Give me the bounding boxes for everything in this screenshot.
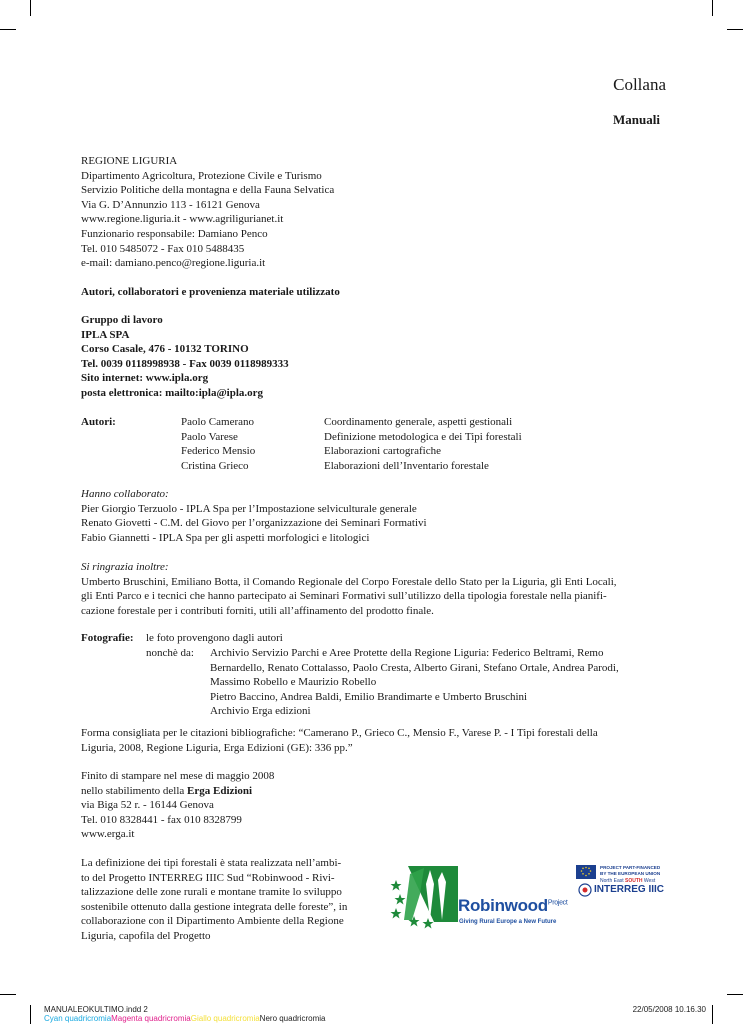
crop-mark [712, 1005, 713, 1024]
collaborato-line: Fabio Giannetti - IPLA Spa per gli aspetti morfologici e litologici [81, 531, 370, 544]
interreg-line: La definizione dei tipi forestali è stata realizzata nell’ambi- [81, 857, 342, 869]
autore-role: Coordinamento generale, aspetti gestionali [324, 416, 513, 428]
ringrazia-line: gli Enti Parco e i tecnici che hanno partecipato ai Seminari Formativi sull’utilizzo della tipologia forestale nella pianifi- [81, 590, 607, 603]
crop-mark [30, 0, 31, 16]
regione-line: Funzionario responsabile: Damiano Penco [81, 227, 268, 240]
regione-line: www.regione.liguria.it - www.agriligurianet.it [81, 213, 284, 226]
slug-datetime: 22/05/2008 10.16.30 [632, 1005, 706, 1014]
stampa-prefix: nello stabilimento della [81, 784, 188, 797]
eu-line: PROJECT PART-FINANCED [600, 865, 661, 870]
interreg-line: collaborazione con il Dipartimento Ambiente della Regione [81, 915, 344, 928]
autori-names [181, 415, 255, 473]
slug-colors [44, 1014, 325, 1024]
autore-role: Definizione metodologica e dei Tipi forestali [324, 430, 522, 443]
robinwood-word: Robinwood [458, 896, 548, 915]
regione-line: REGIONE LIGURIA [81, 155, 178, 167]
fotografie-line: Pietro Baccino, Andrea Baldi, Emilio Brandimarte e Umberto Bruschini [210, 690, 528, 703]
interreg-logo [574, 863, 694, 899]
regione-block [81, 154, 334, 271]
stampa-line: www.erga.it [81, 828, 135, 841]
autore-name: Cristina Grieco [181, 459, 249, 472]
regione-line: Via G. D’Annunzio 113 - 16121 Genova [81, 198, 260, 211]
collaborato-block [81, 487, 427, 545]
eu-flag-icon [576, 865, 596, 879]
eu-line: BY THE EUROPEAN UNION [600, 870, 661, 876]
autori-heading: Autori, collaboratori e provenienza materiale utilizzato [81, 286, 340, 298]
slug-black: Nero quadricromia [259, 1014, 326, 1023]
ringrazia-line: Umberto Bruschini, Emiliano Botta, il Comando Regionale del Corpo Forestale dello Stato per la Liguria, gli Enti Locali, [81, 575, 617, 588]
slug-file: MANUALEOKULTIMO.indd 2 [44, 1005, 148, 1014]
stampa-line: Tel. 010 8328441 - fax 010 8328799 [81, 813, 242, 826]
citazione-line: Liguria, 2008, Regione Liguria, Erga Edizioni (GE): 336 pp.” [81, 741, 353, 754]
fotografie-nonche-label: nonchè da: [146, 647, 194, 659]
gruppo-line: Corso Casale, 476 - 10132 TORINO [81, 343, 249, 356]
crop-mark [0, 994, 16, 995]
robinwood-wordmark [458, 896, 568, 916]
fotografie-line: Massimo Robello e Maurizio Robello [210, 676, 377, 689]
fotografie-line: Archivio Erga edizioni [210, 705, 311, 718]
gruppo-line: IPLA SPA [81, 328, 130, 341]
collaborato-line: Renato Giovetti - C.M. del Giovo per l’organizzazione dei Seminari Formativi [81, 517, 427, 530]
series-title: Collana [613, 75, 666, 94]
collaborato-line: Pier Giorgio Terzuolo - IPLA Spa per l’Impostazione selviculturale generale [81, 502, 417, 515]
regione-line: Tel. 010 5485072 - Fax 010 5488435 [81, 242, 245, 255]
crop-mark [30, 1005, 31, 1024]
stampa-line: via Biga 52 r. - 16144 Genova [81, 799, 214, 812]
interreg-line: talizzazione delle zone rurali e montane tramite lo sviluppo [81, 886, 342, 899]
fotografie-line: Archivio Servizio Parchi e Aree Protette della Regione Liguria: Federico Beltrami, Remo [210, 647, 604, 659]
autore-name: Paolo Varese [181, 430, 238, 443]
citazione-block [81, 726, 598, 755]
gruppo-line: Sito internet: www.ipla.org [81, 372, 209, 385]
stampa-line: Finito di stampare nel mese di maggio 2008 [81, 770, 275, 782]
gruppo-line: Gruppo di lavoro [81, 314, 163, 326]
fotografie-first: le foto provengono dagli autori [146, 632, 283, 644]
autore-name: Paolo Camerano [181, 416, 255, 428]
stampa-line [81, 784, 274, 799]
crop-mark [727, 994, 743, 995]
autore-role: Elaborazioni cartografiche [324, 445, 441, 458]
gruppo-line: posta elettronica: mailto:ipla@ipla.org [81, 386, 264, 399]
interreg-line: sostenibile ottenuto dalla gestione integrata delle foreste”, in [81, 900, 348, 913]
autori-roles [324, 415, 522, 473]
regione-line: Dipartimento Agricoltura, Protezione Civile e Turismo [81, 169, 322, 182]
robinwood-sup: Project [547, 899, 568, 907]
slug-cyan: Cyan quadricromia [44, 1014, 112, 1023]
stampa-block [81, 769, 274, 842]
interreg-wordmark: INTERREG IIIC [594, 884, 665, 895]
stampa-publisher: Erga Edizioni [187, 784, 253, 797]
interreg-line: to del Progetto INTERREG IIIC Sud “Robinwood - Rivi- [81, 871, 335, 884]
fotografie-line: Bernardello, Renato Cottalasso, Paolo Cresta, Alberto Girani, Stefano Ortale, Andrea Parodi, [210, 661, 619, 674]
crop-mark [0, 29, 16, 30]
regione-line: Servizio Politiche della montagna e della Fauna Selvatica [81, 184, 335, 197]
interreg-paragraph [81, 856, 381, 944]
robinwood-tagline: Giving Rural Europe a New Future [459, 919, 557, 925]
collaborato-heading: Hanno collaborato: [81, 488, 169, 500]
fotografie-label: Fotografie: [81, 632, 134, 644]
citazione-line: Forma consigliata per le citazioni bibliografiche: “Camerano P., Grieco C., Mensio F., Varese P. - I Tipi forestali della [81, 727, 598, 739]
interreg-zone-b: SOUTH [625, 878, 643, 884]
gruppo-block [81, 313, 289, 401]
gruppo-line: Tel. 0039 0118998938 - Fax 0039 0118989333 [81, 357, 289, 370]
robinwood-emblem-icon [390, 864, 460, 930]
autore-role: Elaborazioni dell’Inventario forestale [324, 459, 489, 472]
autore-name: Federico Mensio [181, 445, 256, 458]
interreg-zone-a: North East [600, 878, 626, 884]
autori-label: Autori: [81, 416, 116, 428]
regione-line: e-mail: damiano.penco@regione.liguria.it [81, 257, 266, 270]
interreg-line: Liguria, capofila del Progetto [81, 929, 211, 942]
crop-mark [727, 29, 743, 30]
interreg-zone-c: West [642, 878, 656, 884]
eu-financing-text [600, 865, 660, 876]
ringrazia-line: cazione forestale per i contributi forniti, utili all’affinamento del prodotto finale. [81, 604, 434, 617]
slug-magenta: Magenta quadricromia [111, 1014, 191, 1023]
slug-yellow: Giallo quadricromia [190, 1014, 260, 1023]
fotografie-sources [210, 646, 619, 719]
interreg-globe-icon [578, 883, 592, 897]
robinwood-logo [390, 864, 570, 934]
crop-mark [712, 0, 713, 16]
subseries-title: Manuali [613, 112, 660, 127]
ringrazia-block [81, 560, 617, 618]
ringrazia-heading: Si ringrazia inoltre: [81, 561, 169, 573]
